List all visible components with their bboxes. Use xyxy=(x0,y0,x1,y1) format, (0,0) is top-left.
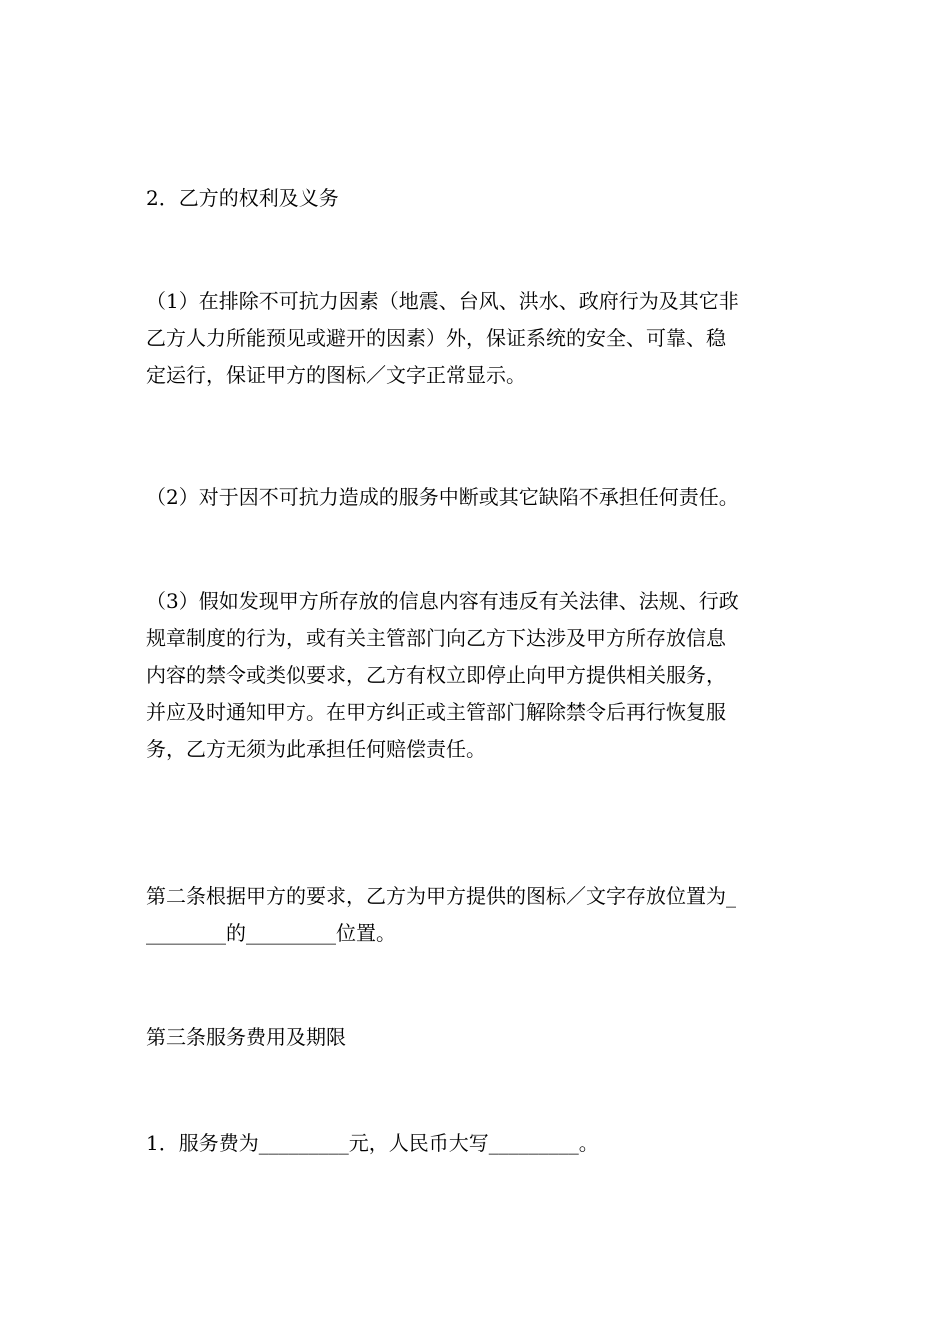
text-line: 内容的禁令或类似要求，乙方有权立即停止向甲方提供相关服务， xyxy=(146,663,726,687)
section-heading-party-b-rights xyxy=(146,180,816,217)
text-line: （1）在排除不可抗力因素（地震、台风、洪水、政府行为及其它非 xyxy=(146,289,739,313)
clause-2-liability xyxy=(146,479,816,516)
text-line: 规章制度的行为，或有关主管部门向乙方下达涉及甲方所存放信息 xyxy=(146,626,726,650)
text-line: 务，乙方无须为此承担任何赔偿责任。 xyxy=(146,737,486,761)
text-line: （2）对于因不可抗力造成的服务中断或其它缺陷不承担任何责任。 xyxy=(146,485,739,509)
text-line: 2．乙方的权利及义务 xyxy=(146,186,339,210)
article-2-placement xyxy=(146,878,816,952)
text-line: 乙方人力所能预见或避开的因素）外，保证系统的安全、可靠、稳 xyxy=(146,326,726,350)
text-line: 第三条服务费用及期限 xyxy=(146,1025,346,1049)
text-line: 并应及时通知甲方。在甲方纠正或主管部门解除禁令后再行恢复服 xyxy=(146,700,726,724)
clause-1-force-majeure xyxy=(146,283,816,394)
clause-3-content-violation xyxy=(146,583,816,768)
text-line: 第二条根据甲方的要求，乙方为甲方提供的图标／文字存放位置为_ xyxy=(146,884,736,908)
text-line: 定运行，保证甲方的图标／文字正常显示。 xyxy=(146,363,526,387)
text-line: （3）假如发现甲方所存放的信息内容有违反有关法律、法规、行政 xyxy=(146,589,739,613)
service-fee-clause xyxy=(146,1125,816,1162)
text-line: ________的_________位置。 xyxy=(146,921,396,945)
text-line: 1．服务费为_________元，人民币大写_________。 xyxy=(146,1131,599,1155)
article-3-heading xyxy=(146,1019,816,1056)
